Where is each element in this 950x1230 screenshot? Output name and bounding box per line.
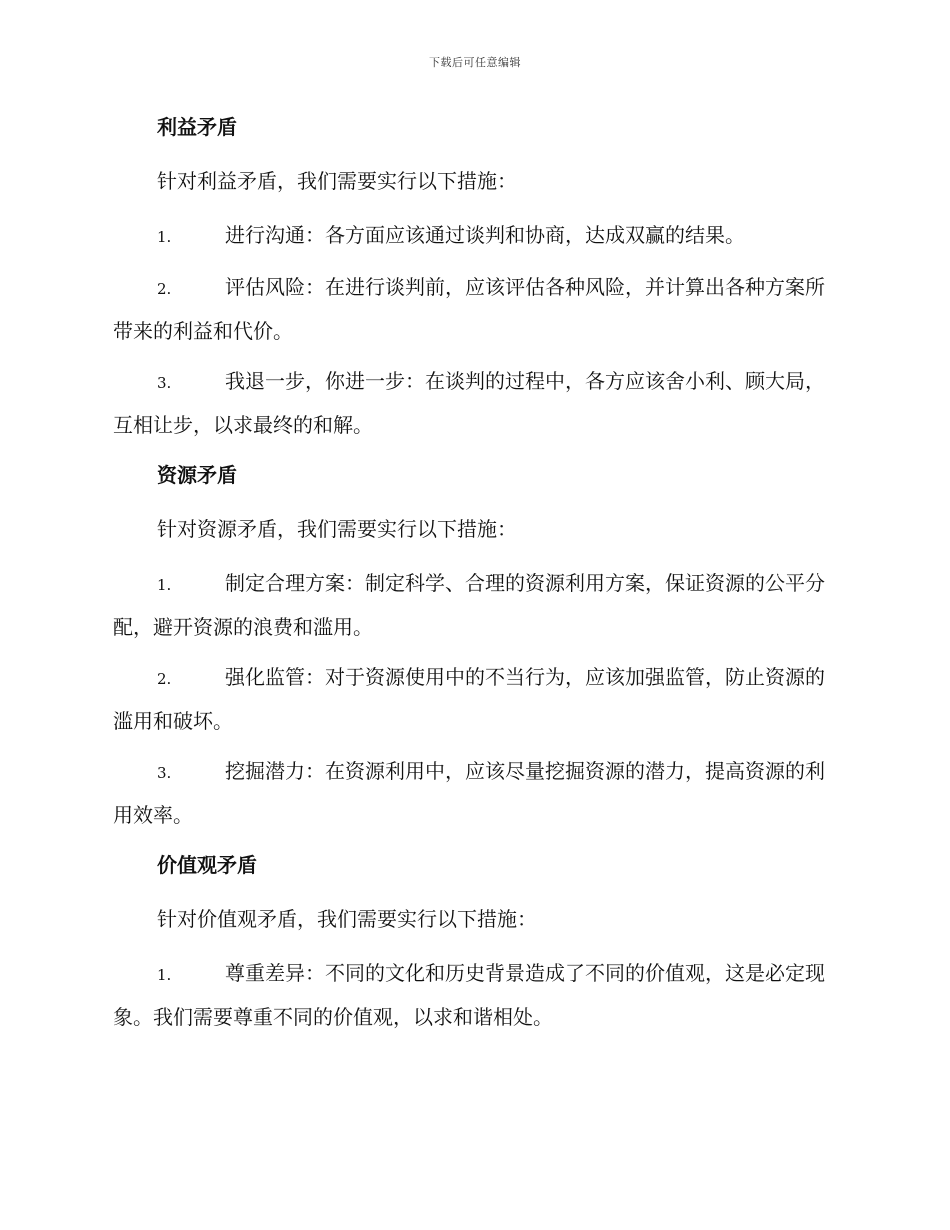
- section-interest-conflict: [113, 112, 835, 446]
- section-resource-conflict: [113, 460, 835, 836]
- list-item: [113, 656, 835, 742]
- list-text: 进行沟通：各方面应该通过谈判和协商，达成双赢的结果。: [225, 223, 745, 247]
- list-text: 我退一步，你进一步：在谈判的过程中，各方应该舍小利、顾大局，互相让步，以求最终的和解。: [113, 369, 825, 437]
- list-number: 1.: [157, 966, 172, 984]
- list-item: [113, 360, 835, 446]
- list-text: 尊重差异：不同的文化和历史背景造成了不同的价值观，这是必定现象。我们需要尊重不同的价值观，以求和谐相处。: [113, 961, 825, 1029]
- section-intro: 针对利益矛盾，我们需要实行以下措施：: [157, 169, 517, 193]
- list-text: 强化监管：对于资源使用中的不当行为，应该加强监管，防止资源的滥用和破坏。: [113, 665, 825, 733]
- list-item: [113, 750, 835, 836]
- list-text: 制定合理方案：制定科学、合理的资源利用方案，保证资源的公平分配，避开资源的浪费和滥用。: [113, 571, 825, 639]
- section-intro: 针对价值观矛盾，我们需要实行以下措施：: [157, 907, 537, 931]
- list-number: 2.: [157, 670, 172, 688]
- list-item: [113, 266, 835, 352]
- section-values-conflict: [113, 850, 835, 1038]
- section-heading: 价值观矛盾: [157, 853, 257, 877]
- document-body: [113, 112, 835, 1052]
- page-header: 下载后可任意编辑: [429, 56, 521, 69]
- section-intro: 针对资源矛盾，我们需要实行以下措施：: [157, 517, 517, 541]
- list-number: 1.: [157, 228, 172, 246]
- list-number: 3.: [157, 374, 172, 392]
- list-text: 挖掘潜力：在资源利用中，应该尽量挖掘资源的潜力，提高资源的利用效率。: [113, 759, 825, 827]
- list-item: [113, 214, 835, 258]
- section-heading: 资源矛盾: [157, 463, 237, 487]
- list-number: 3.: [157, 764, 172, 782]
- list-number: 2.: [157, 280, 172, 298]
- list-item: [113, 952, 835, 1038]
- list-item: [113, 562, 835, 648]
- list-text: 评估风险：在进行谈判前，应该评估各种风险，并计算出各种方案所带来的利益和代价。: [113, 275, 825, 343]
- list-number: 1.: [157, 576, 172, 594]
- section-heading: 利益矛盾: [157, 115, 237, 139]
